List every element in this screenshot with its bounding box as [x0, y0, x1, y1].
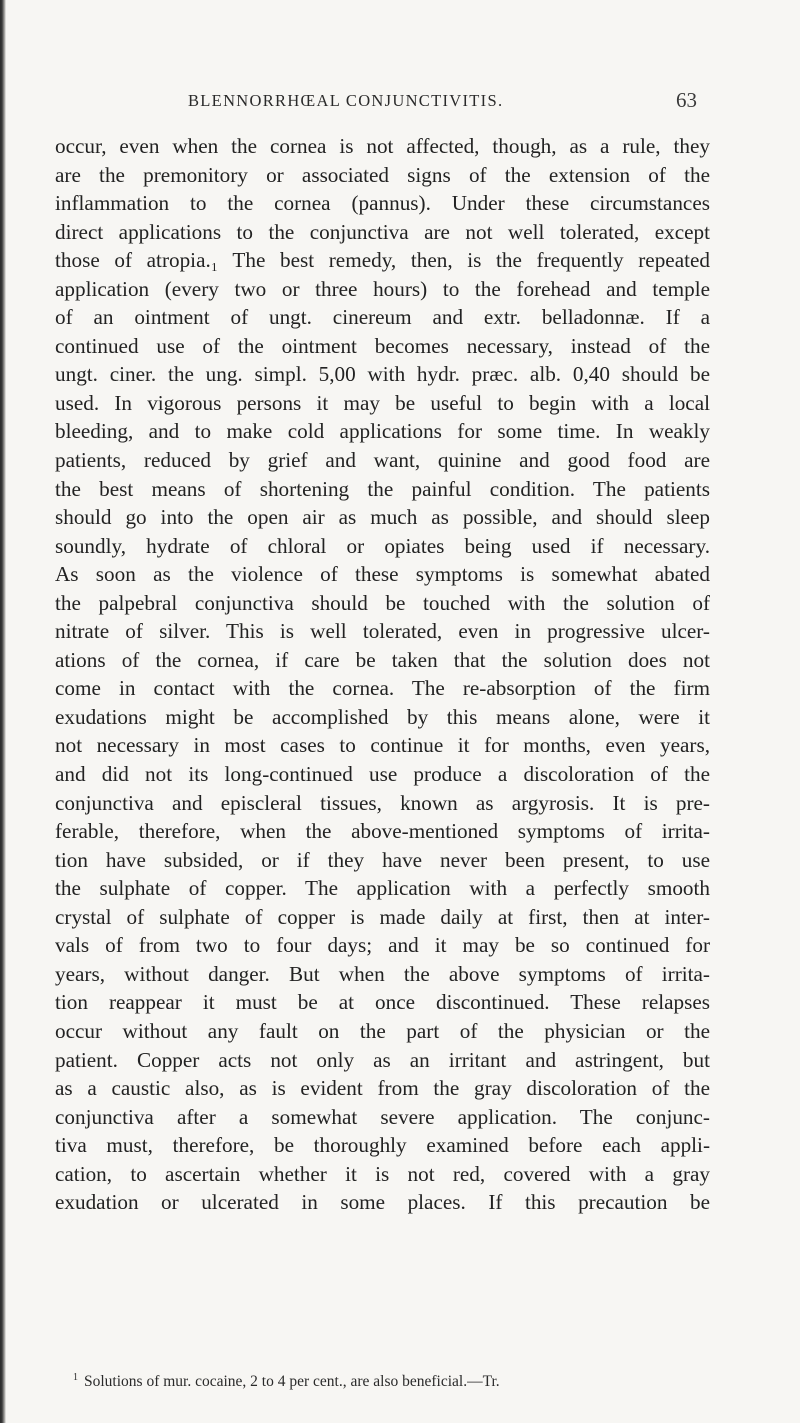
footnote	[73, 1368, 713, 1392]
text-line: cation, to ascertain whether it is not red, covered with a gray	[55, 1161, 710, 1186]
text-line: crystal of sulphate of copper is made daily at first, then at inter-	[55, 904, 710, 929]
text-line: ferable, therefore, when the above-mentioned symptoms of irrita-	[55, 819, 710, 844]
footnote-marker: 1	[73, 1372, 78, 1383]
text-line: patients, reduced by grief and want, quinine and good food are	[55, 448, 710, 473]
text-line: application (every two or three hours) to the forehead and temple	[55, 276, 710, 301]
text-line: tiva must, therefore, be thoroughly examined before each appli-	[55, 1133, 710, 1158]
text-line: occur, even when the cornea is not affected, though, as a rule, they	[55, 134, 710, 158]
text-line: those of atropia.₁ The best remedy, then, is the frequently repeated	[55, 248, 710, 273]
text-line: come in contact with the cornea. The re-absorption of the firm	[55, 676, 710, 701]
text-line: ations of the cornea, if care be taken that the solution does not	[55, 647, 710, 672]
text-line: exudation or ulcerated in some places. If this precaution be	[55, 1190, 710, 1215]
text-line: nitrate of silver. This is well tolerated, even in progressive ulcer-	[55, 619, 710, 644]
text-line: inflammation to the cornea (pannus). Under these circumstances	[55, 191, 710, 216]
text-line: the palpebral conjunctiva should be touched with the solution of	[55, 590, 710, 615]
text-line: not necessary in most cases to continue it for months, even years,	[55, 733, 710, 758]
body-text	[55, 132, 710, 1217]
text-line: the sulphate of copper. The application with a perfectly smooth	[55, 876, 710, 901]
text-line: bleeding, and to make cold applications for some time. In weakly	[55, 419, 710, 444]
page-number: 63	[676, 88, 697, 112]
text-line: and did not its long-continued use produce a discoloration of the	[55, 762, 710, 787]
text-line: years, without danger. But when the above symptoms of irrita-	[55, 961, 710, 986]
text-line: continued use of the ointment becomes necessary, instead of the	[55, 333, 710, 358]
text-line: as a caustic also, as is evident from the gray discoloration of the	[55, 1076, 710, 1101]
text-line: soundly, hydrate of chloral or opiates being used if necessary.	[55, 533, 710, 558]
text-line: conjunctiva and episcleral tissues, known as argyrosis. It is pre-	[55, 790, 710, 815]
binding-edge	[0, 0, 6, 1423]
text-line: direct applications to the conjunctiva are not well tolerated, except	[55, 219, 710, 244]
text-line: the best means of shortening the painful condition. The patients	[55, 476, 710, 501]
text-line: conjunctiva after a somewhat severe application. The conjunc-	[55, 1104, 710, 1129]
text-line: tion reappear it must be at once discontinued. These relapses	[55, 990, 710, 1015]
text-line: occur without any fault on the part of the physician or the	[55, 1018, 710, 1043]
running-title: BLENNORRHŒAL CONJUNCTIVITIS.	[188, 91, 504, 110]
text-line: vals of from two to four days; and it may be so continued for	[55, 933, 710, 958]
text-line: ungt. ciner. the ung. simpl. 5,00 with hydr. præc. alb. 0,40 should be	[55, 362, 710, 387]
text-line: are the premonitory or associated signs of the extension of the	[55, 162, 710, 187]
text-line: patient. Copper acts not only as an irritant and astringent, but	[55, 1047, 710, 1072]
text-line: As soon as the violence of these symptoms is somewhat abated	[55, 562, 710, 587]
text-line: should go into the open air as much as possible, and should sleep	[55, 505, 710, 530]
text-line: exudations might be accomplished by this means alone, were it	[55, 704, 710, 729]
footnote-text: Solutions of mur. cocaine, 2 to 4 per cent., are also beneficial.—Tr.	[84, 1373, 500, 1391]
running-head	[0, 88, 800, 115]
text-line: used. In vigorous persons it may be useful to begin with a local	[55, 390, 710, 415]
text-line: tion have subsided, or if they have never been present, to use	[55, 847, 710, 872]
text-line: of an ointment of ungt. cinereum and extr. belladonnæ. If a	[55, 305, 710, 330]
